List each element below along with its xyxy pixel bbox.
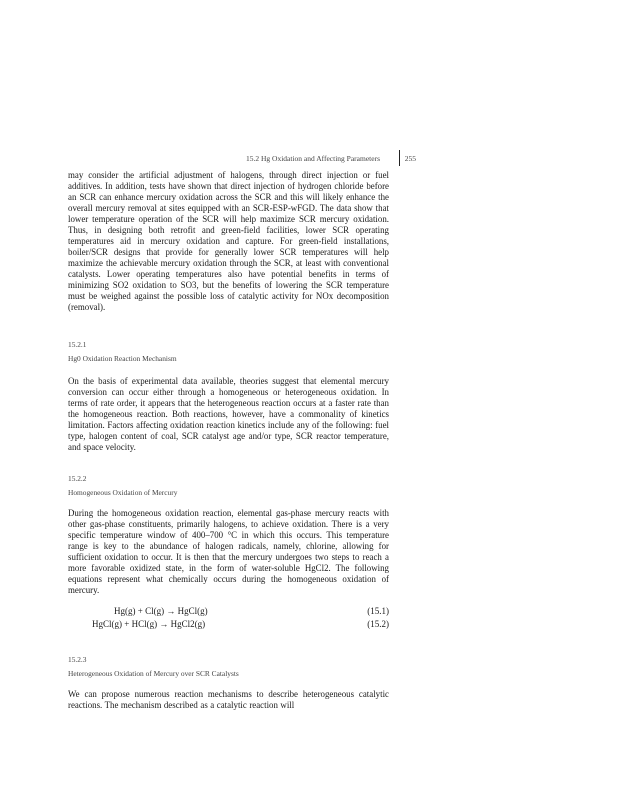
- intro-block: [68, 170, 389, 313]
- section-15-2-1: [68, 340, 389, 364]
- page-number: 255: [404, 153, 416, 163]
- section-paragraph: We can propose numerous reaction mechanisms to describe heterogeneous catalytic reactions. The mechanism described as a catalytic reaction will: [68, 689, 389, 710]
- equation-text: Hg(g) + Cl(g) → HgCl(g): [114, 606, 208, 616]
- section-15-2-1-body: [68, 376, 389, 453]
- intro-paragraph: may consider the artificial adjustment of halogens, through direct injection or fuel additives. In addition, tests have shown that direct injection of hydrogen chloride before an SCR can enhance mercury oxidation across the SCR and this will likely enhance the overall mercury removal at sites equipped with an SCR-ESP-wFGD. The data show that lower temperature operation of the SCR will help maximize SCR mercury oxidation. Thus, in designing both retrofit and green-field facilities, lower SCR operating temperatures aid in mercury oxidation and capture. For green-field installations, boiler/SCR designs that provide for generally lower SCR temperatures will help maximize the achievable mercury oxidation through the SCR, at least with conventional catalysts. Lower operating temperatures also have potential benefits in terms of minimizing SO2 oxidation to SO3, but the benefits of lowering the SCR temperature must be weighed against the possible loss of catalytic activity for NOx decomposition (removal).: [68, 170, 389, 312]
- equation-number: (15.2): [367, 619, 389, 629]
- section-paragraph: During the homogeneous oxidation reaction, elemental gas-phase mercury reacts with other gas-phase constituents, primarily halogens, to achieve oxidation. There is a very specific temperature window of 400–700 °C in which this occurs. This temperature range is key to the abundance of halogen radicals, namely, chlorine, allowing for sufficient oxidation to occur. It is then that the mercury undergoes two steps to reach a more favorable oxidized state, in the form of water-soluble HgCl2. The following equations represent what chemically occurs during the homogeneous oxidation of mercury.: [68, 508, 389, 595]
- section-15-2-3-body: [68, 689, 389, 711]
- equation-number: (15.1): [367, 606, 389, 616]
- equation-text: HgCl(g) + HCl(g) → HgCl2(g): [92, 619, 206, 629]
- equation-block: [92, 605, 389, 631]
- section-title: Homogeneous Oxidation of Mercury: [68, 488, 178, 497]
- equation-row: [92, 605, 389, 618]
- header-divider: [399, 150, 400, 166]
- running-header: [246, 150, 416, 166]
- section-number: 15.2.3: [68, 655, 87, 664]
- section-number: 15.2.1: [68, 340, 87, 349]
- section-15-2-2-body: [68, 508, 389, 596]
- section-title: Hg0 Oxidation Reaction Mechanism: [68, 354, 177, 363]
- section-number: 15.2.2: [68, 474, 87, 483]
- section-15-2-2: [68, 474, 389, 498]
- equation-row: [92, 618, 389, 631]
- running-header-title: 15.2 Hg Oxidation and Affecting Parameters: [246, 153, 380, 163]
- section-paragraph: On the basis of experimental data available, theories suggest that elemental mercury conversion can occur either through a homogeneous or heterogeneous oxidation. In terms of rate order, it appears that the heterogeneous reaction occurs at a faster rate than the homogeneous reaction. Both reactions, however, have a commonality of kinetics limitation. Factors affecting oxidation reaction kinetics include any of the following: fuel type, halogen content of coal, SCR catalyst age and/or type, SCR reactor temperature, and space velocity.: [68, 376, 389, 452]
- section-15-2-3: [68, 655, 389, 679]
- section-title: Heterogeneous Oxidation of Mercury over SCR Catalysts: [68, 669, 239, 678]
